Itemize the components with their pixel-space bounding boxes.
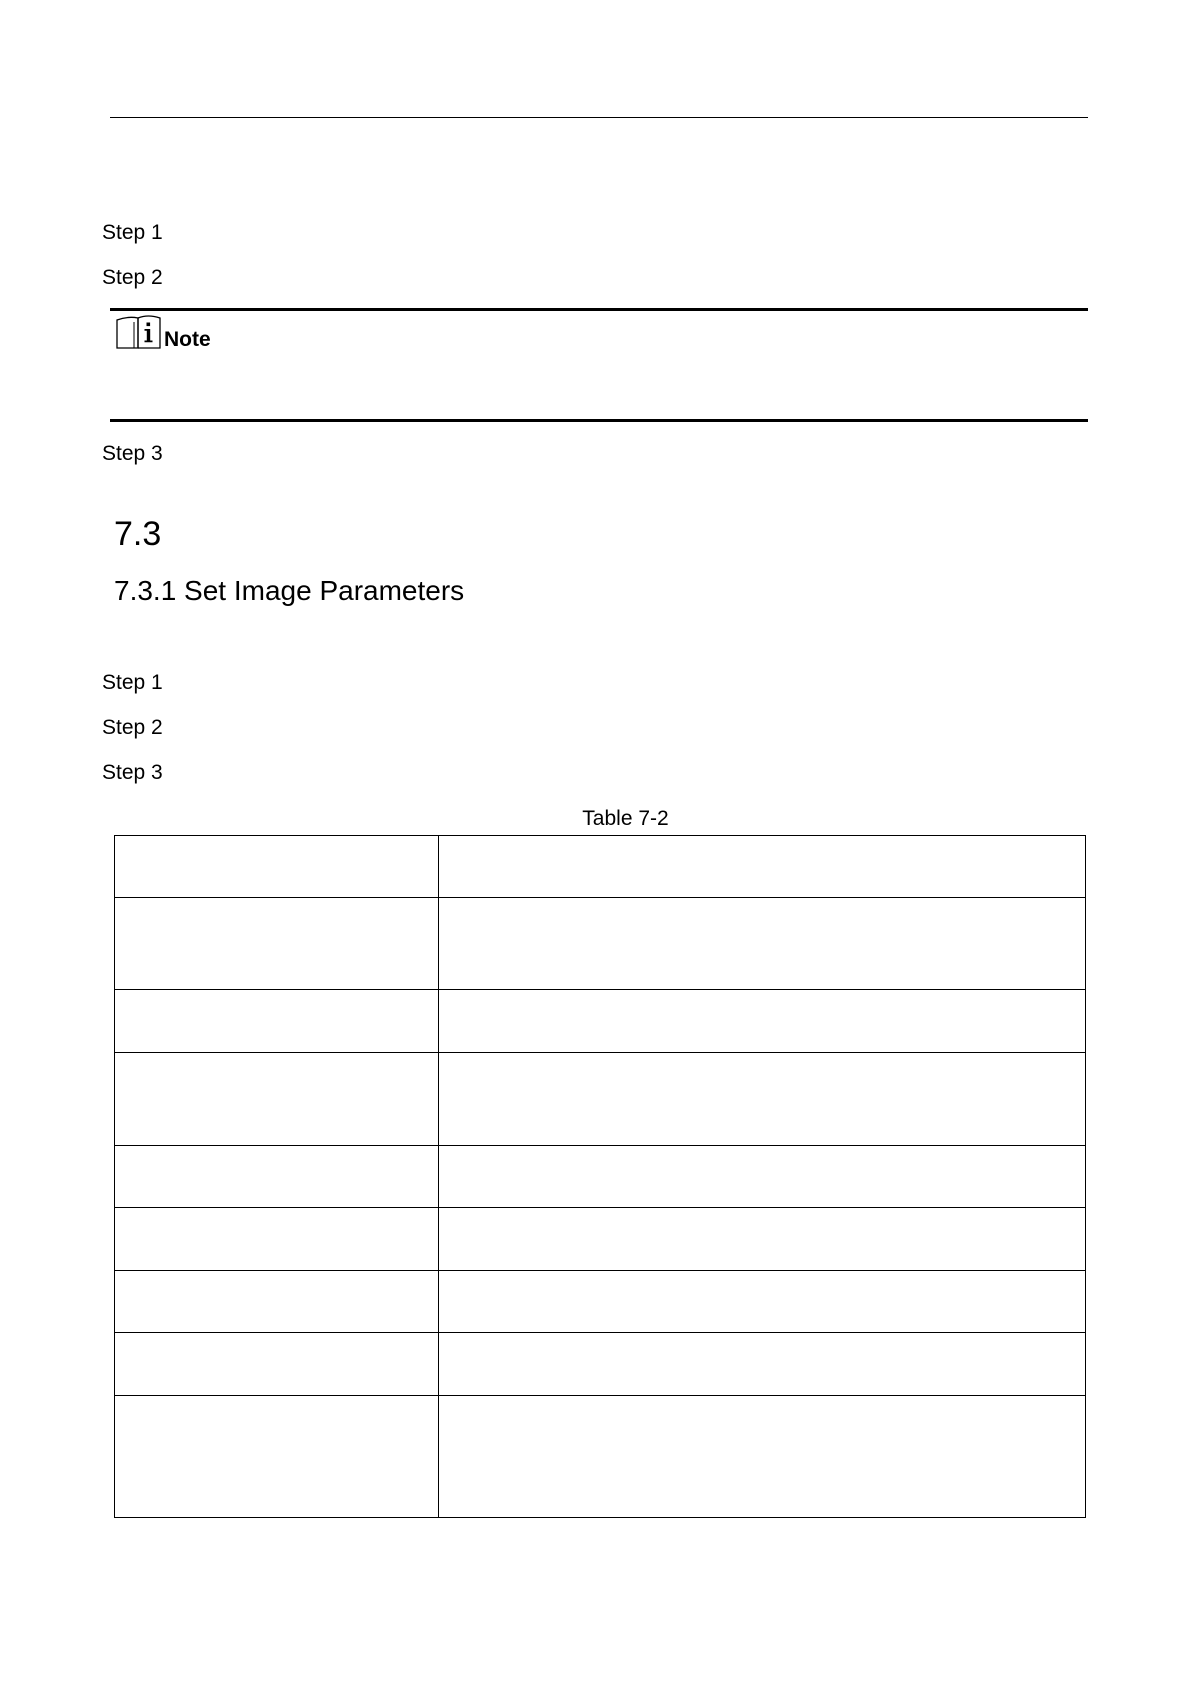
table-cell-param [115, 1396, 439, 1518]
table-cell-param [115, 990, 439, 1053]
table-row [115, 1053, 1086, 1146]
info-book-icon [116, 314, 164, 350]
table-cell-description [439, 1333, 1086, 1396]
step-3-label: Step 3 [102, 442, 163, 465]
step-1-label: Step 1 [102, 671, 163, 694]
table-cell-param [115, 1271, 439, 1333]
table-cell-param [115, 1208, 439, 1271]
table-cell-description [439, 836, 1086, 898]
table-cell-description [439, 1208, 1086, 1271]
table-cell-param [115, 1333, 439, 1396]
note-label: Note [164, 328, 211, 351]
step-3-label: Step 3 [102, 761, 163, 784]
table-row [115, 990, 1086, 1053]
table-row [115, 1146, 1086, 1208]
table-cell-param [115, 1053, 439, 1146]
table-cell-description [439, 1396, 1086, 1518]
note-heading [116, 314, 211, 350]
table-cell-description [439, 1053, 1086, 1146]
table-cell-description [439, 1271, 1086, 1333]
note-top-rule [110, 308, 1088, 311]
table-row [115, 1208, 1086, 1271]
table-row [115, 1271, 1086, 1333]
step-2-label: Step 2 [102, 266, 163, 289]
table-row [115, 1396, 1086, 1518]
table-cell-description [439, 990, 1086, 1053]
step-2-label: Step 2 [102, 716, 163, 739]
table-cell-description [439, 898, 1086, 990]
parameter-table [114, 835, 1086, 1518]
table-row [115, 836, 1086, 898]
table-row [115, 898, 1086, 990]
table-caption: Table 7-2 [582, 807, 669, 830]
table-cell-param [115, 836, 439, 898]
table-row [115, 1333, 1086, 1396]
table-cell-description [439, 1146, 1086, 1208]
section-heading: 7.3 [114, 515, 162, 553]
step-1-label: Step 1 [102, 221, 163, 244]
table-cell-param [115, 1146, 439, 1208]
header-rule [110, 117, 1088, 118]
note-bottom-rule [110, 419, 1088, 422]
subsection-heading: 7.3.1 Set Image Parameters [114, 575, 465, 606]
table-cell-param [115, 898, 439, 990]
